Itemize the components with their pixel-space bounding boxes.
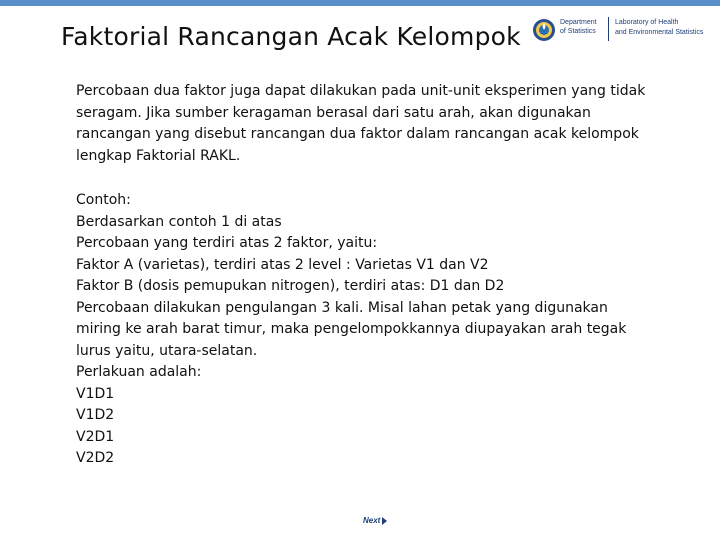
header-logo	[532, 14, 720, 48]
department-line-2: of Statistics	[560, 28, 596, 35]
logo-divider	[608, 17, 609, 41]
university-seal-icon	[532, 18, 556, 42]
example-heading: Contoh:	[76, 192, 131, 208]
example-line: Berdasarkan contoh 1 di atas	[76, 213, 282, 230]
example-block	[76, 190, 656, 470]
lab-line-2: and Environmental Statistics	[615, 29, 704, 36]
treatment-item: V2D1	[76, 428, 115, 445]
department-line-1: Department	[560, 19, 597, 26]
treatment-item: V1D1	[76, 385, 115, 402]
department-name	[560, 18, 606, 36]
example-line: Faktor A (varietas), terdiri atas 2 level : Varietas V1 dan V2	[76, 256, 489, 273]
next-button[interactable]	[363, 516, 387, 525]
next-arrow-icon	[382, 517, 387, 525]
intro-paragraph: Percobaan dua faktor juga dapat dilakukan pada unit-unit eksperimen yang tidak seragam. Jika sumber keragaman berasal dari satu arah, akan digunakan rancangan yang disebut rancangan dua faktor dalam rancangan acak kelompok lengkap Faktorial RAKL.	[76, 83, 646, 164]
example-line: Faktor B (dosis pemupukan nitrogen), terdiri atas: D1 dan D2	[76, 278, 505, 294]
treatment-item: V1D2	[76, 407, 115, 423]
example-line: Percobaan yang terdiri atas 2 faktor, yaitu:	[76, 235, 378, 251]
example-line: Perlakuan adalah:	[76, 364, 202, 380]
next-label: Next	[363, 516, 381, 525]
lab-line-1: Laboratory of Health	[615, 19, 679, 26]
top-accent-bar	[0, 0, 720, 6]
lab-name	[615, 18, 720, 38]
example-line: Percobaan dilakukan pengulangan 3 kali. Misal lahan petak yang digunakan miring ke arah barat timur, maka pengelompokkannya diupayakan arah tegak lurus yaitu, utara-selatan.	[76, 299, 627, 359]
slide-title: Faktorial Rancangan Acak Kelompok	[61, 22, 521, 51]
treatment-item: V2D2	[76, 450, 115, 466]
